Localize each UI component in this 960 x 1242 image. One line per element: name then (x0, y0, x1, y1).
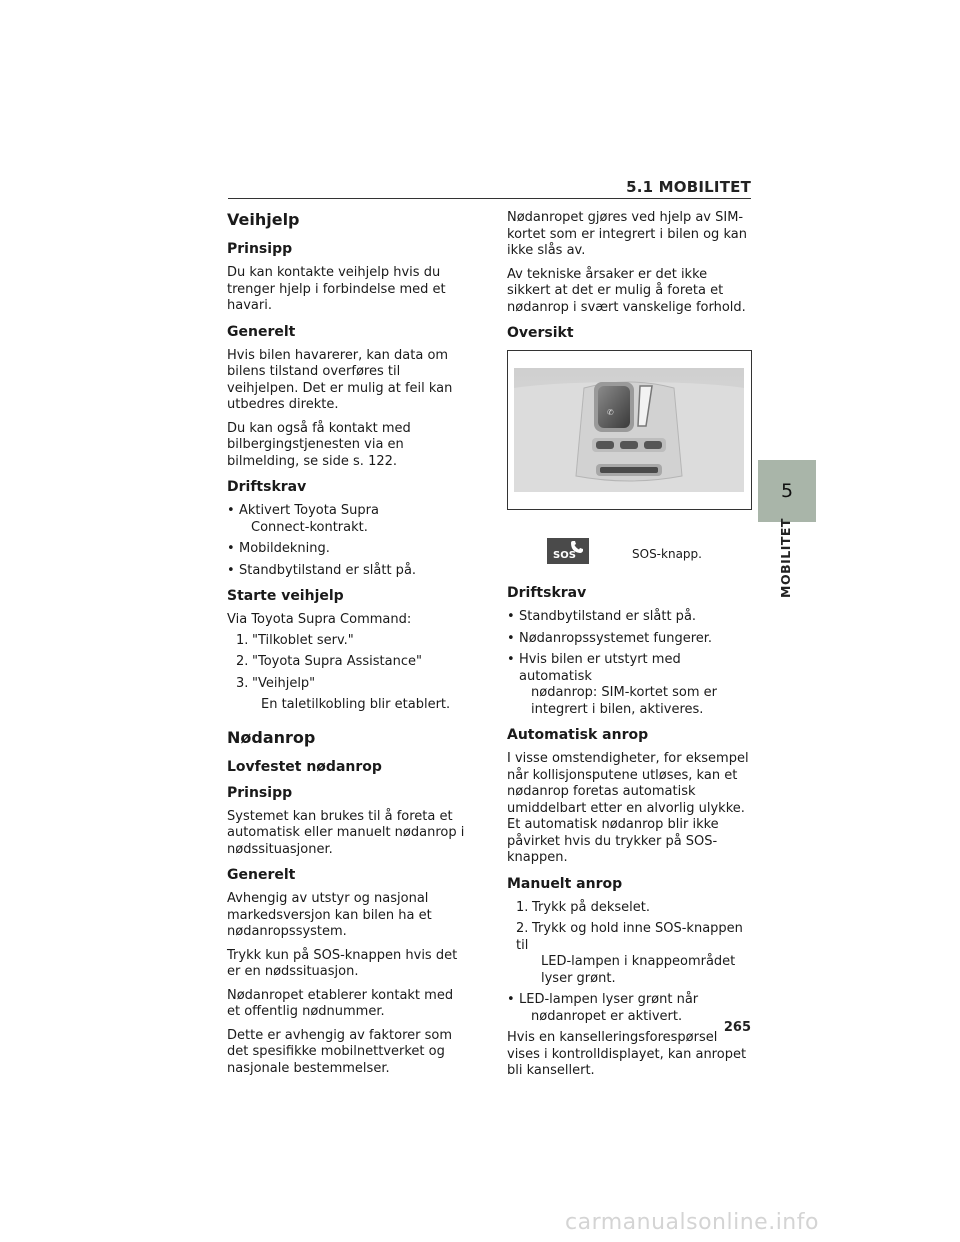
step-text: Trykk på dekselet. (532, 899, 650, 915)
paragraph: Du kan også få kontakt med bilbergingstjenesten via en bilmelding, se side s. 122. (227, 420, 411, 469)
step-number: 1. (516, 899, 529, 915)
paragraph: Hvis bilen havarerer, kan data om bilens tilstand overføres til veihjelpen. Det er mulig at feil kan utbedres direkte. (227, 347, 453, 412)
paragraph: Hvis en kanselleringsforespørsel vises i kontrolldisplayet, kan anropet bli kansellert. (507, 1030, 747, 1078)
numbered-step (236, 654, 467, 671)
step-text: Trykk og hold inne SOS-knappen til (516, 921, 743, 953)
step-text: "Tilkoblet serv." (252, 632, 354, 648)
list-item (227, 503, 467, 536)
page-number: 265 (723, 1020, 751, 1035)
paragraph: Dette er avhengig av faktorer som det spesifikke mobilnettverket og nasjonale bestemmelser. (227, 1027, 453, 1076)
list-item-text-cont: Connect-kontrakt. (251, 519, 368, 535)
list-item (507, 652, 752, 718)
numbered-step (516, 921, 752, 987)
step-result: En taletilkobling blir etablert. (261, 697, 451, 712)
overhead-console-photo (514, 368, 744, 492)
step-number: 1. (236, 632, 249, 648)
heading-prinsipp: Prinsipp (227, 241, 293, 257)
list-item (227, 563, 467, 580)
list-item-text: Standbytilstand er slått på. (239, 562, 417, 578)
section-title-nodanrop: Nødanrop (227, 727, 316, 747)
list-item (227, 541, 467, 558)
step-number: 2. (516, 921, 529, 936)
numbered-step (236, 633, 467, 650)
right-column (507, 210, 752, 1087)
paragraph: Via Toyota Supra Command: (227, 612, 412, 627)
heading-driftskrav: Driftskrav (227, 479, 307, 495)
list-item-text: Mobildekning. (239, 541, 330, 556)
paragraph: Avhengig av utstyr og nasjonal markedsversjon kan bilen ha et nødanropssystem. (227, 891, 432, 939)
chapter-label: MOBILITET (778, 518, 793, 598)
heading-starte-veihjelp: Starte veihjelp (227, 588, 344, 604)
watermark: carmanualsonline.info (565, 1210, 819, 1235)
chapter-number: 5 (780, 480, 794, 502)
list-item-text: Hvis bilen er utstyrt med automatisk (519, 652, 681, 684)
page-header-title: 5.1 MOBILITET (626, 178, 751, 196)
list-item-text: Nødanropssystemet fungerer. (519, 630, 713, 646)
heading-lovfestet: Lovfestet nødanrop (227, 758, 382, 775)
heading-generelt: Generelt (227, 867, 296, 883)
heading-prinsipp: Prinsipp (227, 784, 293, 801)
list-item-text: LED-lampen lyser grønt når (519, 992, 699, 1007)
step-number: 3. (236, 675, 249, 691)
heading-generelt: Generelt (227, 323, 296, 340)
heading-automatisk-anrop: Automatisk anrop (507, 727, 649, 743)
paragraph: Systemet kan brukes til å foreta et automatisk eller manuelt nødanrop i nødssituasjoner. (227, 808, 465, 857)
list-item-text: Standbytilstand er slått på. (519, 609, 697, 624)
header-rule (228, 198, 751, 199)
list-item-text-cont: nødanropet er aktivert. (531, 1008, 683, 1024)
sos-caption: SOS-knapp. (632, 547, 702, 561)
paragraph: Nødanropet gjøres ved hjelp av SIM-kortet som er integrert i bilen og kan ikke slås av. (507, 210, 747, 258)
list-item-text: Aktivert Toyota Supra (239, 503, 379, 518)
svg-text:✆: ✆ (607, 408, 614, 417)
paragraph: Trykk kun på SOS-knappen hvis det er en nødssituasjon. (227, 947, 458, 979)
phone-icon (570, 540, 584, 554)
list-item-text-cont: nødanrop: SIM-kortet som er integrert i bilen, aktiveres. (531, 685, 717, 717)
numbered-step (516, 900, 752, 917)
heading-oversikt: Oversikt (507, 325, 574, 341)
paragraph: Av tekniske årsaker er det ikke sikkert at det er mulig å foreta et nødanrop i svært vanskelige forhold. (507, 266, 746, 315)
paragraph: I visse omstendigheter, for eksempel når kollisjonsputene utløses, kan et nødanrop foretas automatisk umiddelbart etter en alvorlig ulykke. Et automatisk nødanrop blir ikke påvirket hvis du trykker på SOS-knappen. (507, 751, 749, 865)
step-text: "Veihjelp" (252, 675, 316, 691)
left-column (227, 210, 467, 1084)
list-item (507, 631, 752, 648)
section-title-veihjelp: Veihjelp (227, 210, 300, 229)
list-item (507, 609, 752, 626)
step-text-cont: LED-lampen i knappeområdet lyser grønt. (541, 954, 736, 986)
paragraph: Nødanropet etablerer kontakt med et offentlig nødnummer. (227, 987, 454, 1019)
paragraph: Du kan kontakte veihjelp hvis du trenger hjelp i forbindelse med et havari. (227, 265, 446, 313)
numbered-step (236, 676, 467, 714)
step-number: 2. (236, 654, 249, 669)
overview-figure (507, 350, 752, 510)
heading-manuelt-anrop: Manuelt anrop (507, 875, 623, 892)
step-text: "Toyota Supra Assistance" (252, 654, 422, 669)
list-item (507, 992, 752, 1025)
sos-badge-label: SOS (553, 550, 576, 561)
sos-button-badge (547, 538, 589, 564)
heading-driftskrav: Driftskrav (507, 585, 587, 601)
sos-legend (507, 516, 752, 574)
